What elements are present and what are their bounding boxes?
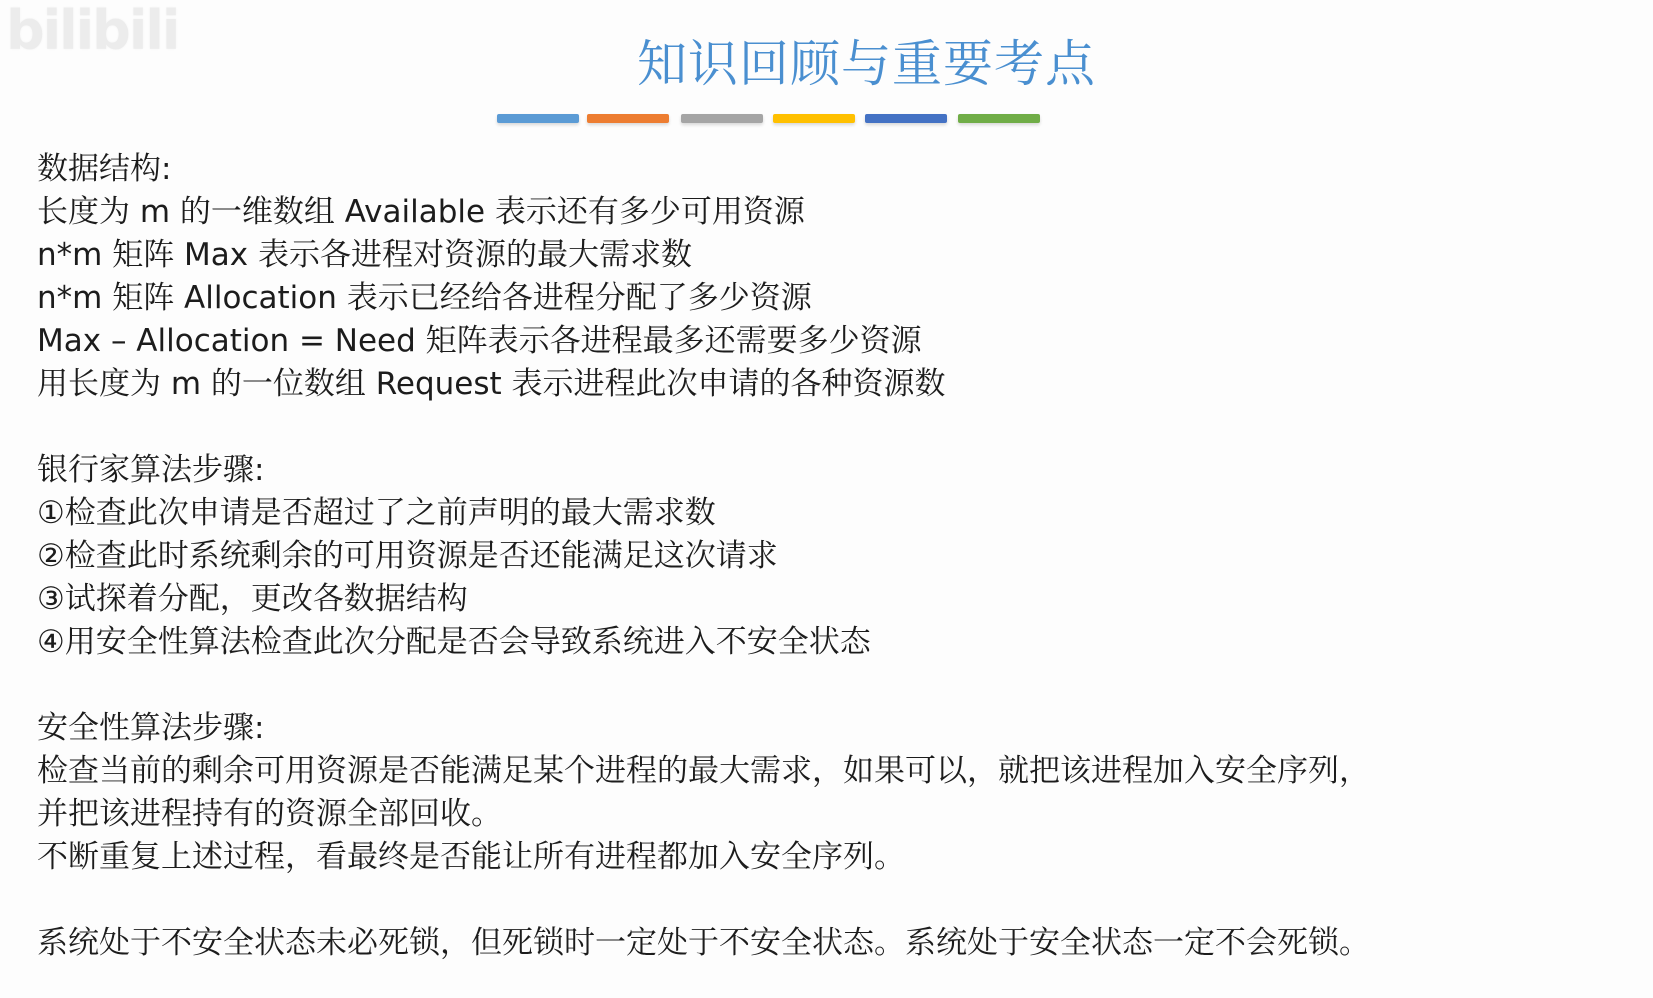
banker-step-line: ②检查此时系统剩余的可用资源是否还能满足这次请求 bbox=[37, 538, 778, 574]
color-bar-green bbox=[958, 114, 1040, 123]
banker-step-line: ③试探着分配，更改各数据结构 bbox=[37, 581, 468, 617]
data-structure-line: 长度为 m 的一维数组 Available 表示还有多少可用资源 bbox=[37, 194, 805, 230]
banker-step-line: ①检查此次申请是否超过了之前声明的最大需求数 bbox=[37, 495, 716, 531]
section-gap bbox=[37, 664, 1637, 707]
safety-step-line: 检查当前的剩余可用资源是否能满足某个进程的最大需求，如果可以，就把该进程加入安全序列， bbox=[37, 753, 1370, 789]
color-bar-blue bbox=[497, 114, 579, 123]
color-bar-yellow bbox=[773, 114, 855, 123]
slide-title: 知识回顾与重要考点 bbox=[637, 35, 1096, 93]
slide-content bbox=[37, 148, 1637, 965]
banker-step-line: ④用安全性算法检查此次分配是否会导致系统进入不安全状态 bbox=[37, 624, 871, 660]
data-structure-line: n*m 矩阵 Allocation 表示已经给各进程分配了多少资源 bbox=[37, 280, 812, 316]
data-structure-line: 用长度为 m 的一位数组 Request 表示进程此次申请的各种资源数 bbox=[37, 366, 946, 402]
color-bar-gray bbox=[681, 114, 763, 123]
data-structure-line: Max – Allocation = Need 矩阵表示各进程最多还需要多少资源 bbox=[37, 323, 922, 359]
banker-steps-heading: 银行家算法步骤: bbox=[37, 452, 265, 488]
data-structures-heading: 数据结构: bbox=[37, 151, 172, 187]
safety-steps-heading: 安全性算法步骤: bbox=[37, 710, 265, 746]
safety-step-line: 并把该进程持有的资源全部回收。 bbox=[37, 796, 502, 832]
safety-step-line: 不断重复上述过程，看最终是否能让所有进程都加入安全序列。 bbox=[37, 839, 905, 875]
section-gap bbox=[37, 879, 1637, 922]
data-structure-line: n*m 矩阵 Max 表示各进程对资源的最大需求数 bbox=[37, 237, 692, 273]
color-bar-orange bbox=[587, 114, 669, 123]
bilibili-watermark-logo: bilibili bbox=[6, 0, 179, 62]
section-gap bbox=[37, 406, 1637, 449]
conclusion-line: 系统处于不安全状态未必死锁，但死锁时一定处于不安全状态。系统处于安全状态一定不会死锁。 bbox=[37, 925, 1370, 961]
color-bar-darkblue bbox=[865, 114, 947, 123]
